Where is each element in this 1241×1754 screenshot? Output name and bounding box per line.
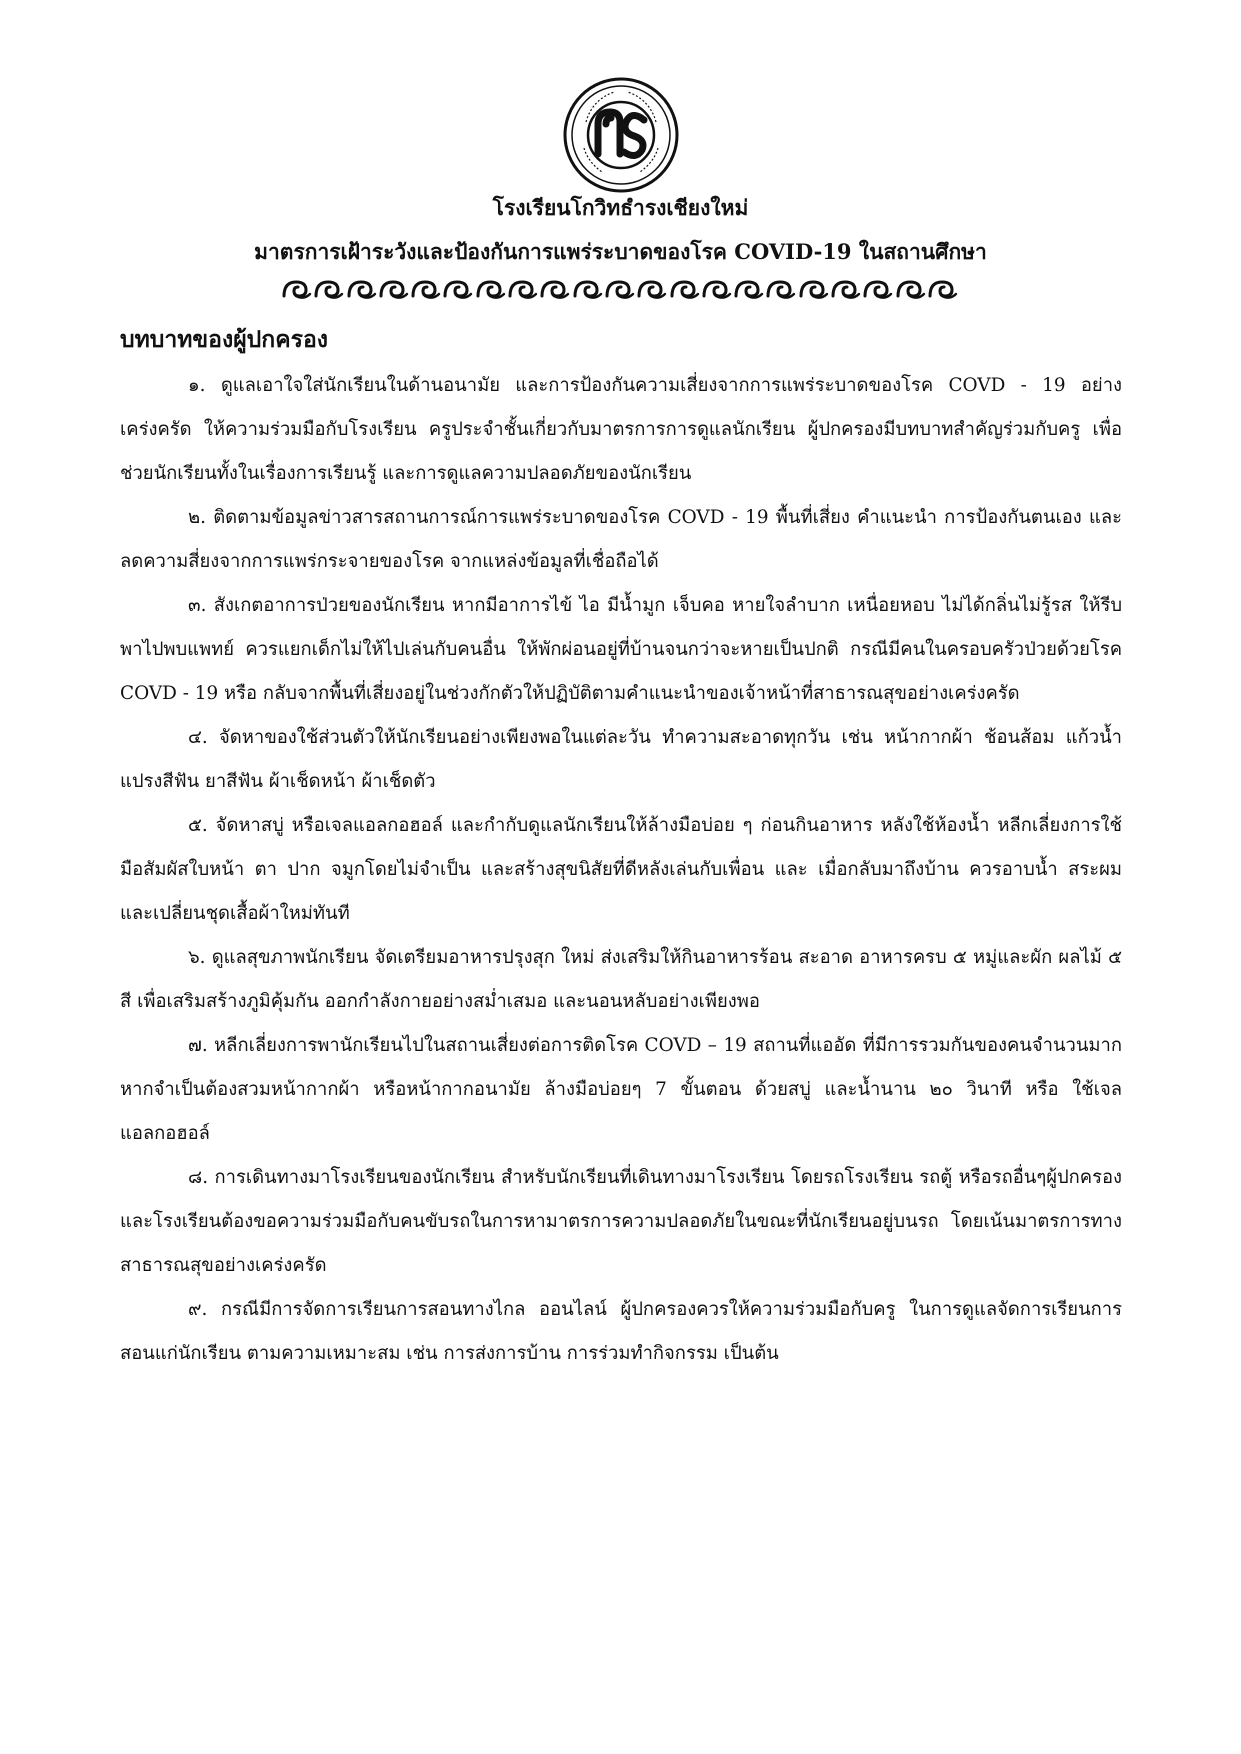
swirl-ornament-icon [863,276,893,302]
school-name: โรงเรียนโกวิทธำรงเชียงใหม่ [492,195,749,220]
swirl-ornament-icon [314,276,344,302]
swirl-ornament-icon [766,276,796,302]
swirl-ornament-icon [799,276,829,302]
swirl-ornament-icon [379,276,409,302]
list-item: ๓. สังเกตอาการป่วยของนักเรียน หากมีอาการไข้ ไอ มีน้ำมูก เจ็บคอ หายใจลำบาก เหนื่อยหอบ ไม่ได้กลิ่นไม่รู้รส ให้รีบพาไปพบแพทย์ ควรแยกเด็กไม่ให้ไปเล่นกับคนอื่น ให้พักผ่อนอยู่ที่บ้านจนกว่าจะหายเป็นปกติ กรณีมีคนในครอบครัวป่วยด้วยโรค COVD - 19 หรือ กลับจากพื้นที่เสี่ยงอยู่ในช่วงกักตัวให้ปฏิบัติตามคำแนะนำของเจ้าหน้าที่สาธารณสุขอย่างเคร่งครัด [120,595,1122,704]
list-item: ๕. จัดหาสบู่ หรือเจลแอลกอฮอล์ และกำกับดูแลนักเรียนให้ล้างมือบ่อย ๆ ก่อนกินอาหาร หลังใช้ห้องน้ำ หลีกเลี่ยงการใช้มือสัมผัสใบหน้า ตา ปาก จมูกโดยไม่จำเป็น และสร้างสุขนิสัยที่ดีหลังเล่นกับเพื่อน และ เมื่อกลับมาถึงบ้าน ควรอาบน้ำ สระผม และเปลี่ยนชุดเสื้อผ้าใหม่ทันที [120,815,1122,924]
list-item: ๙. กรณีมีการจัดการเรียนการสอนทางไกล ออนไลน์ ผู้ปกครองควรให้ความร่วมมือกับครู ในการดูแลจัดการเรียนการสอนแก่นักเรียน ตามความเหมาะสม เช่น การส่งการบ้าน การร่วมทำกิจกรรม เป็นต้น [120,1299,1122,1364]
swirl-ornament-icon [896,276,926,302]
swirl-ornament-icon [411,276,441,302]
ornament-divider [282,276,958,304]
swirl-ornament-icon [540,276,570,302]
swirl-ornament-icon [928,276,958,302]
swirl-ornament-icon [702,276,732,302]
swirl-ornament-icon [443,276,473,302]
list-item: ๘. การเดินทางมาโรงเรียนของนักเรียน สำหรับนักเรียนที่เดินทางมาโรงเรียน โดยรถโรงเรียน รถตู้ หรือรถอื่นๆผู้ปกครอง และโรงเรียนต้องขอความร่วมมือกับคนขับรถในการหามาตรการความปลอดภัยในขณะที่นักเรียนอยู่บนรถ โดยเน้นมาตรการทางสาธารณสุขอย่างเคร่งครัด [120,1167,1122,1276]
swirl-ornament-icon [605,276,635,302]
document-title: มาตรการเฝ้าระวังและป้องกันการแพร่ระบาดของโรค COVID-19 ในสถานศึกษา [254,239,987,264]
list-item: ๑. ดูแลเอาใจใส่นักเรียนในด้านอนามัย และการป้องกันความเสี่ยงจากการแพร่ระบาดของโรค COVD - 19 อย่างเคร่งครัด ให้ความร่วมมือกับโรงเรียน ครูประจำชั้นเกี่ยวกับมาตรการการดูแลนักเรียน ผู้ปกครองมีบทบาทสำคัญร่วมกับครู เพื่อช่วยนักเรียนทั้งในเรื่องการเรียนรู้ และการดูแลความปลอดภัยของนักเรียน [120,375,1122,484]
swirl-ornament-icon [508,276,538,302]
swirl-ornament-icon [670,276,700,302]
swirl-ornament-icon [282,276,312,302]
swirl-ornament-icon [831,276,861,302]
list-item: ๗. หลีกเลี่ยงการพานักเรียนไปในสถานเสี่ยงต่อการติดโรค COVD – 19 สถานที่แออัด ที่มีการรวมกันของคนจำนวนมาก หากจำเป็นต้องสวมหน้ากากผ้า หรือหน้ากากอนามัย ล้างมือบ่อยๆ 7 ขั้นตอน ด้วยสบู่ และน้ำนาน ๒๐ วินาที หรือ ใช้เจลแอลกอฮอล์ [120,1035,1122,1144]
list-item: ๒. ติดตามข้อมูลข่าวสารสถานการณ์การแพร่ระบาดของโรค COVD - 19 พื้นที่เสี่ยง คำแนะนำ การป้องกันตนเอง และลดความสี่ยงจากการแพร่กระจายของโรค จากแหล่งข้อมูลที่เชื่อถือได้ [120,507,1122,572]
list-item: ๖. ดูแลสุขภาพนักเรียน จัดเตรียมอาหารปรุงสุก ใหม่ ส่งเสริมให้กินอาหารร้อน สะอาด อาหารครบ ๕ หมู่และผัก ผลไม้ ๕ สี เพื่อเสริมสร้างภูมิคุ้มกัน ออกกำลังกายอย่างสม่ำเสมอ และนอนหลับอย่างเพียงพอ [120,947,1122,1012]
swirl-ornament-icon [573,276,603,302]
swirl-ornament-icon [476,276,506,302]
list-item: ๔. จัดหาของใช้ส่วนตัวให้นักเรียนอย่างเพียงพอในแต่ละวัน ทำความสะอาดทุกวัน เช่น หน้ากากผ้า ช้อนส้อม แก้วน้ำ แปรงสีฟัน ยาสีฟัน ผ้าเช็ดหน้า ผ้าเช็ดตัว [120,727,1122,792]
section-body [120,364,1122,1376]
swirl-ornament-icon [347,276,377,302]
school-seal-logo [562,76,680,194]
section-heading: บทบาทของผู้ปกครอง [120,326,328,353]
swirl-ornament-icon [637,276,667,302]
swirl-ornament-icon [734,276,764,302]
